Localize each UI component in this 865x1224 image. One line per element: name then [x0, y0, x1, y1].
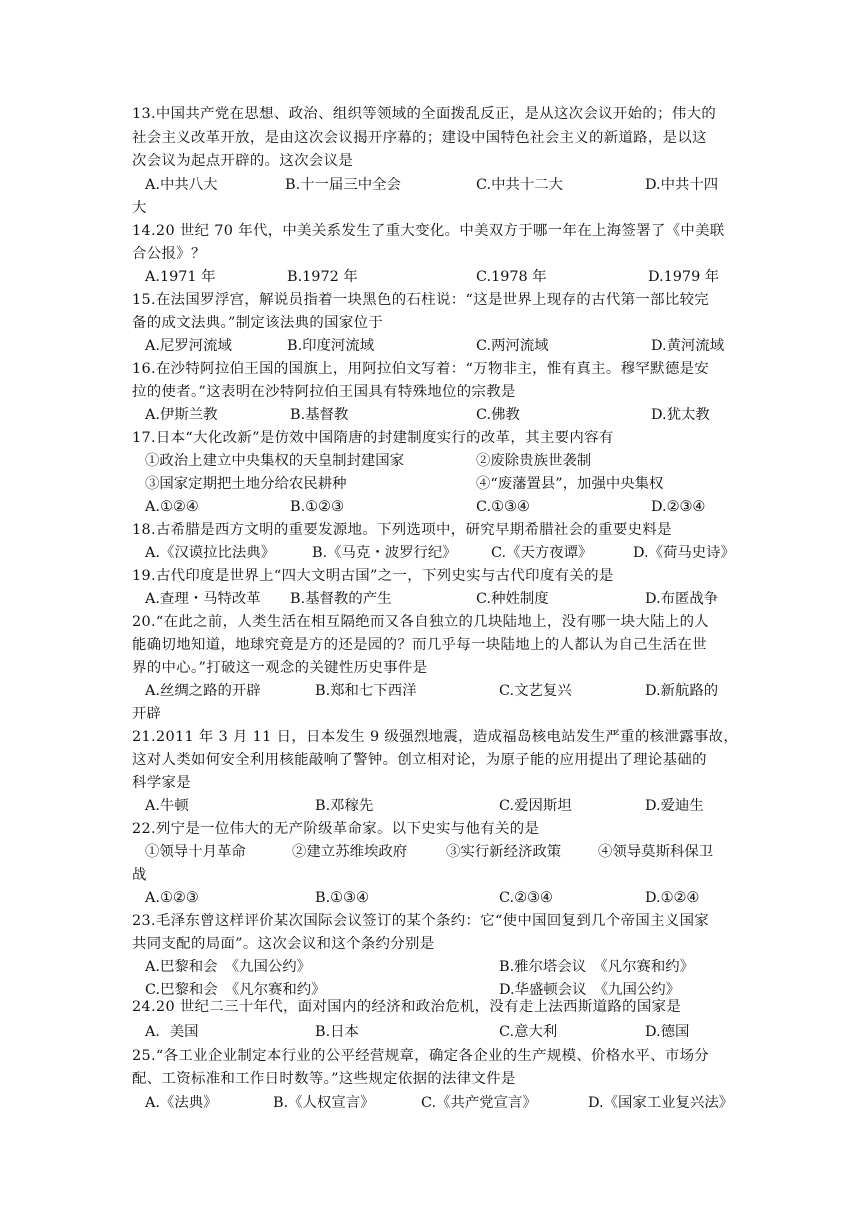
question-22-item-3: ③实行新经济政策 — [446, 844, 562, 860]
question-23-option-a: A.巴黎和会 《九国公约》 — [145, 959, 312, 975]
question-17-item-1: ①政治上建立中央集权的天皇制封建国家 — [145, 453, 405, 469]
question-17-option-a: A.①②④ — [145, 499, 199, 515]
question-17-option-d: D.②③④ — [651, 499, 706, 515]
question-16-option-d: D.犹太教 — [651, 407, 710, 423]
question-21-option-c: C.爱因斯坦 — [499, 798, 572, 814]
question-13-option-d-overflow: 大 — [132, 200, 147, 216]
question-16-line-2: 拉的使者。”这表明在沙特阿拉伯王国具有特殊地位的宗教是 — [132, 384, 516, 400]
question-13-line-3: 次会议为起点开辟的。这次会议是 — [132, 153, 354, 169]
question-21-line-1: 21.2011 年 3 月 11 日，日本发生 9 级强烈地震，造成福岛核电站发生严重的核泄露事故， — [132, 729, 739, 745]
question-15-line-2: 备的成文法典。”制定该法典的国家位于 — [132, 315, 384, 331]
question-14-line-2: 合公报》？ — [132, 246, 206, 262]
question-19-line-1: 19.古代印度是世界上“四大文明古国”之一，下列史实与古代印度有关的是 — [132, 568, 614, 584]
question-18-line-1: 18.古希腊是西方文明的重要发源地。下列选项中，研究早期希腊社会的重要史料是 — [132, 522, 672, 538]
question-22-option-d: D.①②④ — [645, 890, 700, 906]
question-17-option-c: C.①③④ — [476, 499, 530, 515]
question-14-option-b: B.1972 年 — [287, 269, 358, 285]
question-20-option-b: B.郑和七下西洋 — [315, 683, 417, 699]
question-25-option-d: D.《国家工业复兴法》 — [588, 1095, 734, 1111]
question-15-option-b: B.印度河流域 — [287, 338, 375, 354]
question-17-option-b: B.①②③ — [290, 499, 344, 515]
question-16-line-1: 16.在沙特阿拉伯王国的国旗上，用阿拉伯文写着：“万物非主，惟有真主。穆罕默德是安 — [132, 361, 710, 377]
question-22-item-1: ①领导十月革命 — [145, 844, 246, 860]
question-20-line-1: 20.“在此之前，人类生活在相互隔绝而又各自独立的几块陆地上，没有哪一块大陆上的人 — [132, 614, 710, 630]
question-17-item-3: ③国家定期把土地分给农民耕种 — [145, 476, 347, 492]
question-18-option-d: D.《荷马史诗》 — [633, 545, 735, 561]
question-25-line-2: 配、工资标准和工作日时数等。”这些规定依据的法律文件是 — [132, 1071, 516, 1087]
question-23-line-2: 共同支配的局面”。这次会议和这个条约分别是 — [132, 936, 435, 952]
question-15-line-1: 15.在法国罗浮宫，解说员指着一块黑色的石柱说：“这是世界上现存的古代第一部比较完 — [132, 292, 710, 308]
question-18-option-a: A.《汉谟拉比法典》 — [145, 545, 276, 561]
question-18-option-b: B.《马克・波罗行纪》 — [312, 545, 457, 561]
question-19-option-c: C.种姓制度 — [476, 591, 549, 607]
question-22-item-2: ②建立苏维埃政府 — [292, 844, 408, 860]
question-16-option-b: B.基督教 — [290, 407, 349, 423]
question-19-option-d: D.布匿战争 — [645, 591, 719, 607]
question-17-item-4: ④“废藩置县”，加强中央集权 — [476, 476, 664, 492]
question-25-line-1: 25.“各工业企业制定本行业的公平经营规章，确定各企业的生产规模、价格水平、市场分 — [132, 1048, 710, 1064]
question-13-line-2: 社会主义改革开放，是由这次会议揭开序幕的；建设中国特色社会主义的新道路，是以这 — [132, 130, 707, 146]
question-20-option-c: C.文艺复兴 — [499, 683, 572, 699]
question-21-option-d: D.爱迪生 — [645, 798, 704, 814]
question-20-option-d-overflow: 开辟 — [132, 706, 161, 722]
question-13-option-a: A.中共八大 — [145, 177, 218, 193]
question-22-item-4-overflow: 战 — [132, 867, 147, 883]
question-17-item-2: ②废除贵族世袭制 — [476, 453, 592, 469]
question-19-option-a: A.查理・马特改革 — [145, 591, 261, 607]
question-25-option-b: B.《人权宣言》 — [273, 1095, 375, 1111]
question-24-option-d: D.德国 — [645, 1024, 690, 1040]
question-15-option-c: C.两河流域 — [476, 338, 549, 354]
question-22-item-4: ④领导莫斯科保卫 — [598, 844, 714, 860]
question-14-option-d: D.1979 年 — [648, 269, 720, 285]
question-20-line-3: 界的中心。”打破这一观念的关键性历史事件是 — [132, 660, 428, 676]
question-24-option-c: C.意大利 — [499, 1024, 558, 1040]
question-13-option-b: B.十一届三中全会 — [285, 177, 401, 193]
question-24-option-a: A．美国 — [145, 1024, 199, 1040]
question-13-option-d: D.中共十四 — [645, 177, 719, 193]
question-16-option-c: C.佛教 — [476, 407, 520, 423]
question-22-option-b: B.①③④ — [315, 890, 369, 906]
question-13-option-c: C.中共十二大 — [476, 177, 564, 193]
question-23-option-d: D.华盛顿会议 《九国公约》 — [499, 982, 681, 998]
question-16-option-a: A.伊斯兰教 — [145, 407, 218, 423]
question-14-option-c: C.1978 年 — [476, 269, 547, 285]
question-18-option-c: C.《天方夜谭》 — [491, 545, 593, 561]
question-21-line-3: 科学家是 — [132, 775, 191, 791]
question-22-option-c: C.②③④ — [499, 890, 553, 906]
question-22-line-1: 22.列宁是一位伟大的无产阶级革命家。以下史实与他有关的是 — [132, 821, 540, 837]
question-23-line-1: 23.毛泽东曾这样评价某次国际会议签订的某个条约：它“使中国回复到几个帝国主义国家 — [132, 913, 710, 929]
question-22-option-a: A.①②③ — [145, 890, 199, 906]
question-21-option-b: B.邓稼先 — [315, 798, 374, 814]
question-23-option-c: C.巴黎和会 《凡尔赛和约》 — [145, 982, 326, 998]
question-24-option-b: B.日本 — [315, 1024, 359, 1040]
question-25-option-a: A.《法典》 — [145, 1095, 218, 1111]
question-20-option-d: D.新航路的 — [645, 683, 719, 699]
question-20-line-2: 能确切地知道，地球究竟是方的还是园的？而几乎每一块陆地上的人都认为自己生活在世 — [132, 637, 707, 653]
question-15-option-a: A.尼罗河流域 — [145, 338, 232, 354]
question-14-option-a: A.1971 年 — [145, 269, 216, 285]
question-17-line-1: 17.日本“大化改新”是仿效中国隋唐的封建制度实行的改革，其主要内容有 — [132, 430, 614, 446]
question-23-option-b: B.雅尔塔会议 《凡尔赛和约》 — [499, 959, 695, 975]
question-24-line-1: 24.20 世纪二三十年代，面对国内的经济和政治危机，没有走上法西斯道路的国家是 — [132, 999, 682, 1015]
question-21-option-a: A.牛顿 — [145, 798, 189, 814]
question-13-line-1: 13.中国共产党在思想、政治、组织等领域的全面拨乱反正，是从这次会议开始的；伟大的 — [132, 106, 717, 122]
question-15-option-d: D.黄河流域 — [651, 338, 725, 354]
question-21-line-2: 这对人类如何安全利用核能敲响了警钟。创立相对论，为原子能的应用提出了理论基础的 — [132, 752, 707, 768]
question-14-line-1: 14.20 世纪 70 年代，中美关系发生了重大变化。中美双方于哪一年在上海签署了《中美联 — [132, 223, 725, 239]
question-19-option-b: B.基督教的产生 — [290, 591, 392, 607]
question-25-option-c: C.《共产党宣言》 — [421, 1095, 537, 1111]
question-20-option-a: A.丝绸之路的开辟 — [145, 683, 261, 699]
